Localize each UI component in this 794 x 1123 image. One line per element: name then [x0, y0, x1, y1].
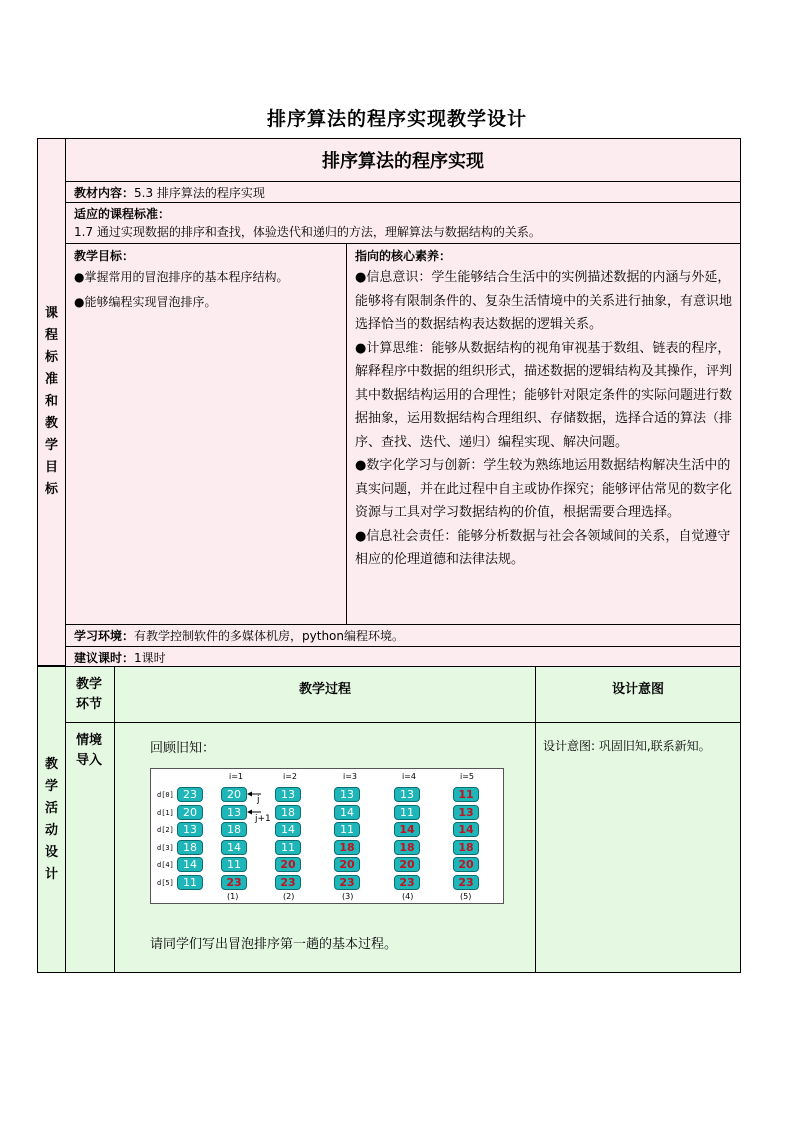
array-cell: 20	[334, 857, 360, 872]
pointer-j1-label: j+1	[255, 814, 271, 824]
pass-caption: (5)	[460, 892, 472, 901]
header-stage: 教学 环节	[65, 666, 115, 723]
pass-title: i=4	[402, 772, 417, 781]
pass-title: i=2	[283, 772, 298, 781]
array-cell: 11	[177, 875, 203, 890]
array-cell: 11	[453, 787, 479, 802]
array-cell: 11	[275, 840, 301, 855]
literacy-item: ●数字化学习与创新：学生较为熟练地运用数据结构解决生活中的真实问题，并在此过程中自主或协作探究；能够评估常见的数字化资源与工具对学习数据结构的价值，根据需要合理选择。	[355, 458, 733, 520]
array-cell: 20	[275, 857, 301, 872]
document-title: 排序算法的程序实现教学设计	[266, 108, 527, 130]
array-cell: 14	[453, 822, 479, 837]
stage-cell	[65, 722, 115, 973]
array-cell: 23	[334, 875, 360, 890]
bubble-sort-figure	[150, 768, 504, 904]
pass-caption: (2)	[283, 892, 295, 901]
array-cell: 13	[334, 787, 360, 802]
row-label: d[4]	[157, 861, 174, 870]
array-cell: 13	[177, 822, 203, 837]
array-cell: 20	[453, 857, 479, 872]
array-cell: 23	[394, 875, 420, 890]
standard-row: 适应的课程标准： 1.7 通过实现数据的排序和查找，体验迭代和递归的方法，理解算法与数据结构的关系。	[65, 202, 741, 244]
literacy-item: ●信息意识：学生能够结合生活中的实例描述数据的内涵与外延，能够将有限制条件的、复杂生活情境中的关系进行抽象，有意识地选择恰当的数据结构表达数据的逻辑关系。	[355, 270, 733, 332]
row-label: d[5]	[157, 879, 174, 887]
pass-caption: (3)	[342, 892, 354, 901]
array-cell: 14	[177, 857, 203, 872]
pass-caption: (1)	[227, 892, 239, 901]
row-label: d[1]	[157, 808, 174, 817]
stage-label: 情境 导入	[76, 733, 103, 768]
literacy-item: ●计算思维：能够从数据结构的视角审视基于数组、链表的程序，解释程序中数据的组织形式，描述数据的逻辑结构及其操作，评判其中数据结构运用的合理性；能够针对限定条件的实际问题进行数据抽象，运用数据结构合理组织、存储数据，选择合适的算法（排序、查找、迭代、递归）编程实现、解决问题。	[355, 340, 733, 450]
pass-title: i=5	[460, 772, 475, 781]
array-cell: 18	[453, 840, 479, 855]
table-title-cell	[65, 138, 741, 182]
array-cell: 13	[394, 787, 420, 802]
pass-caption: (4)	[402, 892, 414, 901]
array-cell: 13	[221, 805, 247, 820]
array-cell: 18	[177, 840, 203, 855]
header-intent: 设计意图	[535, 666, 741, 723]
side-label-activities: 教 学 活 动 设 计	[37, 666, 66, 973]
array-cell: 20	[177, 805, 203, 820]
array-cell: 14	[275, 822, 301, 837]
array-cell: 23	[177, 787, 203, 802]
array-cell: 14	[221, 840, 247, 855]
pass-title: i=3	[343, 772, 358, 781]
pointer-j-label: j	[257, 795, 260, 805]
array-cell: 11	[394, 805, 420, 820]
goal-item: ●掌握常用的冒泡排序的基本程序结构。	[74, 270, 289, 284]
array-cell: 23	[453, 875, 479, 890]
table-title: 排序算法的程序实现	[322, 151, 484, 172]
array-cell: 11	[334, 822, 360, 837]
pass-title: i=1	[229, 772, 244, 781]
material-row: 教材内容：5.3 排序算法的程序实现	[65, 181, 741, 203]
array-cell: 18	[394, 840, 420, 855]
exercise-prompt: 请同学们写出冒泡排序第一趟的基本过程。	[150, 937, 398, 952]
environment-row: 学习环境：有教学控制软件的多媒体机房，python编程环境。	[65, 624, 741, 647]
hours-row: 建议课时：1课时	[65, 646, 741, 667]
array-cell: 14	[394, 822, 420, 837]
array-cell: 23	[221, 875, 247, 890]
review-label: 回顾旧知：	[150, 741, 216, 756]
array-cell: 23	[275, 875, 301, 890]
intent-cell	[535, 722, 741, 973]
row-label: d[3]	[157, 843, 174, 852]
array-cell: 20	[394, 857, 420, 872]
array-cell: 11	[221, 857, 247, 872]
row-label: d[0]	[157, 791, 174, 799]
header-process: 教学过程	[114, 666, 536, 723]
array-cell: 14	[334, 805, 360, 820]
array-cell: 13	[453, 805, 479, 820]
intent-text: 设计意图: 巩固旧知,联系新知。	[543, 739, 711, 753]
pointer-arrows	[151, 769, 505, 905]
goals-cell: 教学目标： ●掌握常用的冒泡排序的基本程序结构。 ●能够编程实现冒泡排序。	[65, 243, 347, 625]
array-cell: 13	[275, 787, 301, 802]
row-label: d[2]	[157, 826, 174, 835]
array-cell: 18	[275, 805, 301, 820]
literacy-cell: 指向的核心素养： ●信息意识：学生能够结合生活中的实例描述数据的内涵与外延，能够将有限制条件的、复杂生活情境中的关系进行抽象，有意识地选择恰当的数据结构表达数据的逻辑关系。 ●计算思维：能够从数据结构的视角审视基于数组、链表的程序，解释程序中数据的组织形式，描述数据的逻辑结构及其操作，评判其中数据结构运用的合理性；能够针对限定条件的实际问题进行数据抽象，运用数据结构合理组织、存储数据，选择合适的算法（排序、查找、迭代、递归）编程实现、解决问题。 ●数字化学习与创新：学生较为熟练地运用数据结构解决生活中的真实问题，并在此过程中自主或协作探究；能够评估常见的数字化资源与工具对学习数据结构的价值，根据需要合理选择。 ●信息社会责任：能够分析数据与社会各领域间的关系，自觉遵守相应的伦理道德和法律法规。	[346, 243, 741, 625]
array-cell: 18	[334, 840, 360, 855]
side-label-standards: 课 程 标 准 和 教 学 目 标	[37, 138, 66, 666]
array-cell: 20	[221, 787, 247, 802]
goal-item: ●能够编程实现冒泡排序。	[74, 295, 217, 309]
literacy-item: ●信息社会责任：能够分析数据与社会各领域间的关系，自觉遵守相应的伦理道德和法律法规。	[355, 528, 731, 567]
array-cell: 18	[221, 822, 247, 837]
